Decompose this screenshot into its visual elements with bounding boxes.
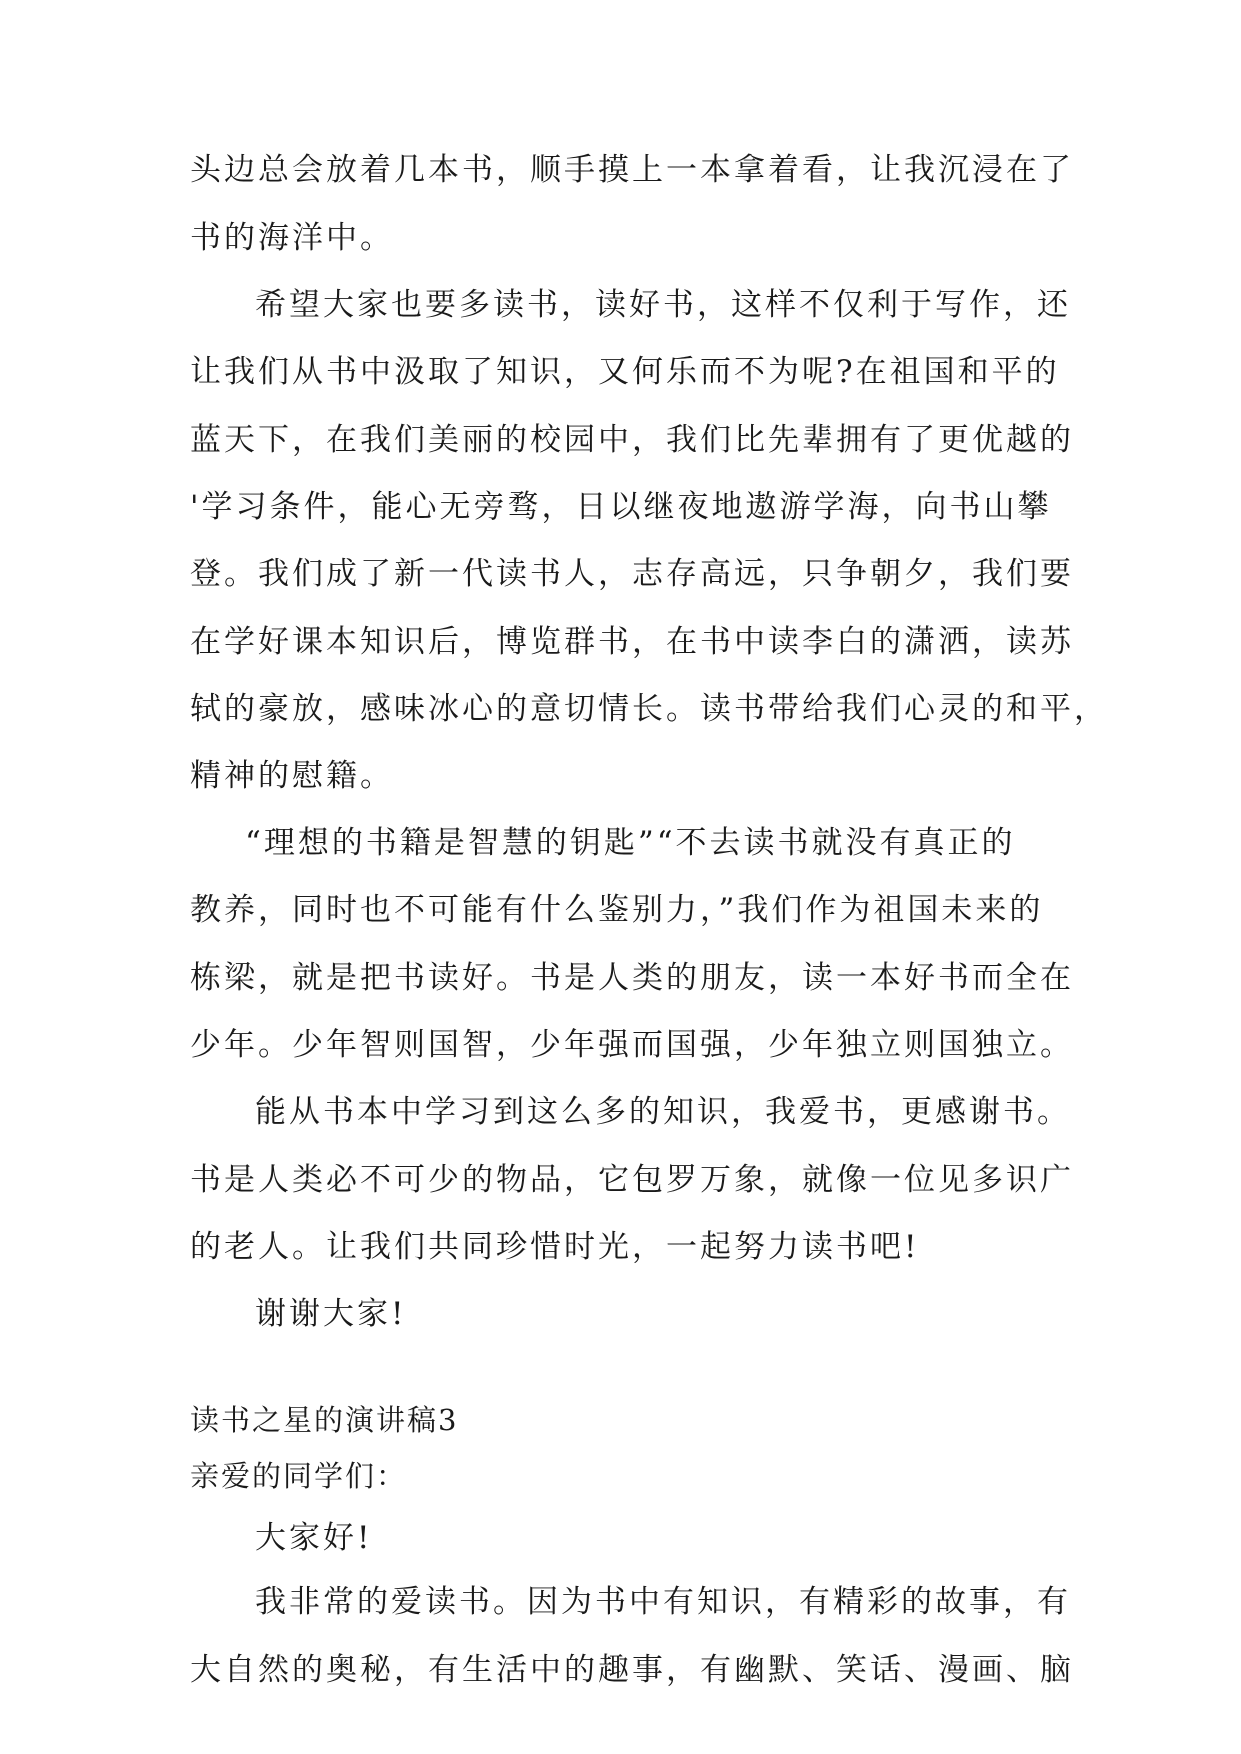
paragraph-line: 希望大家也要多读书，读好书，这样不仅利于写作，还 <box>255 287 1071 323</box>
paragraph-line: 书的海洋中。 <box>190 220 394 256</box>
paragraph-line: '学习条件，能心无旁骛，日以继夜地遨游学海，向书山攀 <box>190 489 1052 525</box>
paragraph-line: “理想的书籍是智慧的钥匙”“不去读书就没有真正的 <box>245 825 1016 861</box>
paragraph-line: 登。我们成了新一代读书人，志存高远，只争朝夕，我们要 <box>190 556 1074 592</box>
paragraph-line: 头边总会放着几本书，顺手摸上一本拿着看，让我沉浸在了 <box>190 152 1074 188</box>
paragraph-line: 少年。少年智则国智，少年强而国强，少年独立则国独立。 <box>190 1027 1074 1063</box>
closing-line: 谢谢大家! <box>255 1296 407 1332</box>
paragraph-line: 让我们从书中汲取了知识，又何乐而不为呢?在祖国和平的 <box>190 354 1060 390</box>
paragraph-line: 我非常的爱读书。因为书中有知识，有精彩的故事，有 <box>255 1584 1071 1620</box>
paragraph-line: 的老人。让我们共同珍惜时光，一起努力读书吧! <box>190 1229 920 1265</box>
paragraph-line: 蓝天下，在我们美丽的校园中，我们比先辈拥有了更优越的 <box>190 422 1074 458</box>
paragraph-line: 书是人类必不可少的物品，它包罗万象，就像一位见多识广 <box>190 1162 1074 1198</box>
paragraph-line: 栋梁，就是把书读好。书是人类的朋友，读一本好书而全在 <box>190 960 1074 996</box>
section-title: 读书之星的演讲稿3 <box>190 1403 459 1437</box>
paragraph-line: 轼的豪放，感味冰心的意切情长。读书带给我们心灵的和平， <box>190 691 1108 727</box>
paragraph-line: 教养，同时也不可能有什么鉴别力，”我们作为祖国未来的 <box>190 892 1044 928</box>
paragraph-line: 大自然的奥秘，有生活中的趣事，有幽默、笑话、漫画、脑 <box>190 1652 1074 1688</box>
paragraph-line: 能从书本中学习到这么多的知识，我爱书，更感谢书。 <box>255 1094 1071 1130</box>
paragraph-line: 精神的慰籍。 <box>190 758 394 794</box>
paragraph-line: 在学好课本知识后，博览群书，在书中读李白的潇洒，读苏 <box>190 624 1074 660</box>
paragraph-line: 大家好! <box>255 1520 373 1556</box>
greeting: 亲爱的同学们： <box>190 1459 408 1493</box>
